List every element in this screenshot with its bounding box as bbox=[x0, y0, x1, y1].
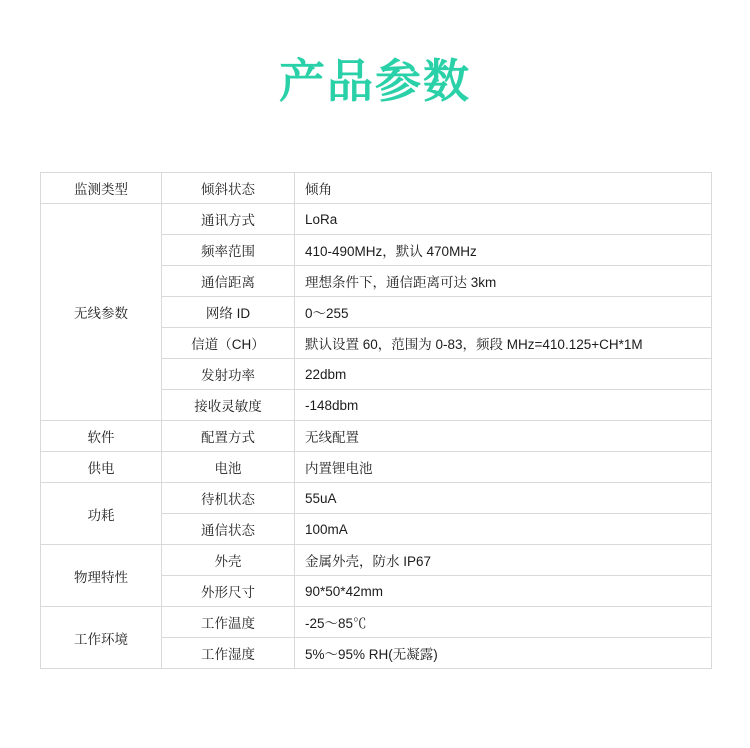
table-row bbox=[41, 421, 712, 452]
table-row bbox=[41, 452, 712, 483]
spec-item-cell: 电池 bbox=[162, 452, 295, 483]
spec-value-cell: LoRa bbox=[295, 204, 712, 235]
table-row bbox=[41, 545, 712, 576]
table-row bbox=[41, 483, 712, 514]
spec-item-cell: 通信距离 bbox=[162, 266, 295, 297]
spec-item-cell: 外形尺寸 bbox=[162, 576, 295, 607]
spec-category-cell: 工作环境 bbox=[41, 607, 162, 669]
spec-value-cell: 倾角 bbox=[295, 173, 712, 204]
spec-category-cell: 软件 bbox=[41, 421, 162, 452]
spec-item-cell: 待机状态 bbox=[162, 483, 295, 514]
spec-value-cell: 内置锂电池 bbox=[295, 452, 712, 483]
specifications-table bbox=[40, 172, 712, 669]
spec-item-cell: 倾斜状态 bbox=[162, 173, 295, 204]
spec-item-cell: 发射功率 bbox=[162, 359, 295, 390]
spec-value-cell: 无线配置 bbox=[295, 421, 712, 452]
spec-category-cell: 供电 bbox=[41, 452, 162, 483]
spec-value-cell: 90*50*42mm bbox=[295, 576, 712, 607]
spec-category-cell: 监测类型 bbox=[41, 173, 162, 204]
spec-value-cell: 默认设置 60，范围为 0-83，频段 MHz=410.125+CH*1M bbox=[295, 328, 712, 359]
spec-value-cell: 0～255 bbox=[295, 297, 712, 328]
spec-value-cell: 理想条件下，通信距离可达 3km bbox=[295, 266, 712, 297]
spec-item-cell: 接收灵敏度 bbox=[162, 390, 295, 421]
table-row bbox=[41, 204, 712, 235]
spec-category-cell: 物理特性 bbox=[41, 545, 162, 607]
spec-value-cell: 金属外壳，防水 IP67 bbox=[295, 545, 712, 576]
spec-category-cell: 功耗 bbox=[41, 483, 162, 545]
table-row bbox=[41, 173, 712, 204]
spec-category-cell: 无线参数 bbox=[41, 204, 162, 421]
spec-item-cell: 外壳 bbox=[162, 545, 295, 576]
spec-item-cell: 通信状态 bbox=[162, 514, 295, 545]
spec-value-cell: 410-490MHz，默认 470MHz bbox=[295, 235, 712, 266]
page-title: 产品参数 bbox=[279, 55, 471, 107]
spec-value-cell: -148dbm bbox=[295, 390, 712, 421]
table-row bbox=[41, 607, 712, 638]
spec-value-cell: -25～85℃ bbox=[295, 607, 712, 638]
spec-item-cell: 网络 ID bbox=[162, 297, 295, 328]
spec-value-cell: 100mA bbox=[295, 514, 712, 545]
spec-item-cell: 工作温度 bbox=[162, 607, 295, 638]
spec-value-cell: 5%～95% RH(无凝露) bbox=[295, 638, 712, 669]
spec-table-body bbox=[41, 173, 712, 669]
spec-item-cell: 通讯方式 bbox=[162, 204, 295, 235]
spec-table-container bbox=[40, 172, 712, 669]
spec-value-cell: 55uA bbox=[295, 483, 712, 514]
spec-item-cell: 工作湿度 bbox=[162, 638, 295, 669]
spec-item-cell: 频率范围 bbox=[162, 235, 295, 266]
spec-item-cell: 信道（CH） bbox=[162, 328, 295, 359]
spec-item-cell: 配置方式 bbox=[162, 421, 295, 452]
spec-value-cell: 22dbm bbox=[295, 359, 712, 390]
